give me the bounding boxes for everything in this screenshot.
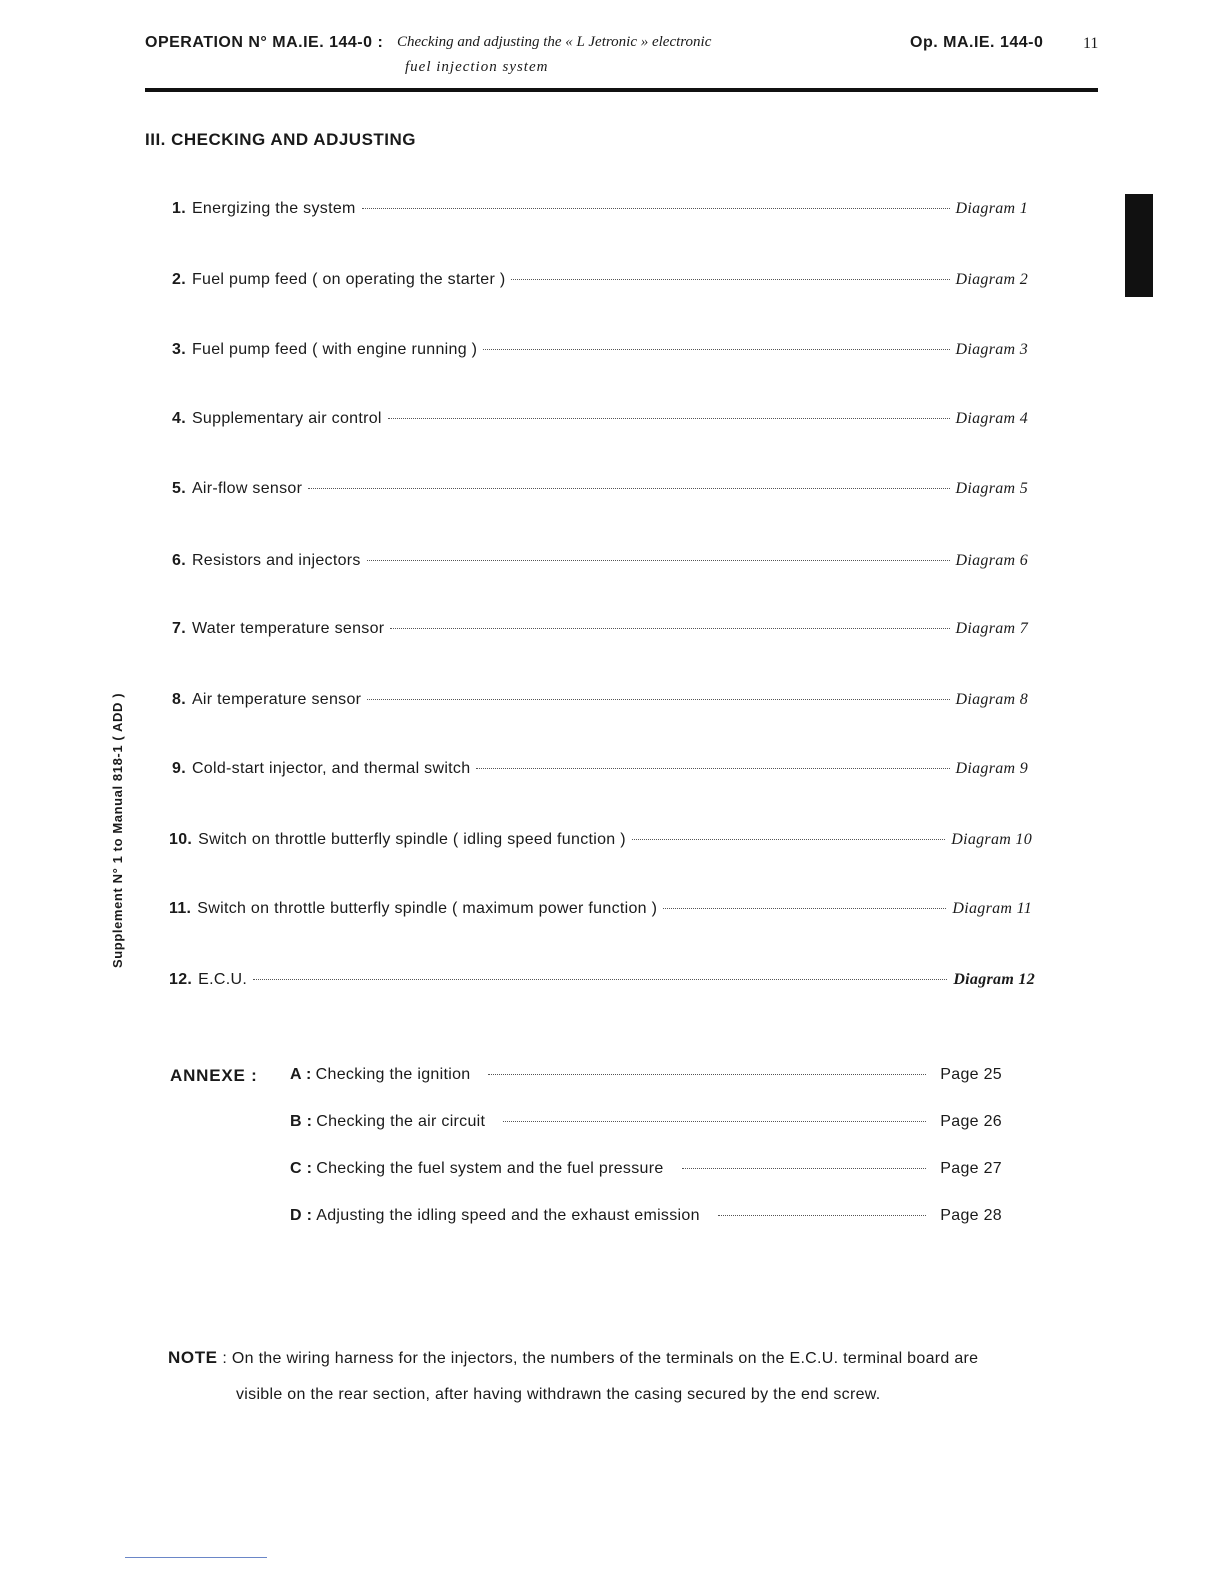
note-text-line2: visible on the rear section, after having withdrawn the casing secured by the end screw. (236, 1386, 881, 1403)
dot-leader (718, 1215, 927, 1216)
dot-leader (488, 1074, 926, 1075)
toc-number: 1. (172, 200, 186, 217)
annexe-row (290, 1160, 1002, 1178)
bottom-rule (125, 1557, 267, 1558)
toc-number: 10. (169, 831, 193, 848)
toc-row (172, 760, 1028, 778)
thumb-tab-marker (1125, 194, 1153, 297)
annexe-letter: C : (290, 1160, 313, 1177)
dot-leader (362, 208, 950, 209)
toc-diagram-ref: Diagram 6 (955, 552, 1028, 569)
header-rule (145, 88, 1098, 92)
toc-diagram-ref: Diagram 11 (952, 900, 1032, 917)
toc-label: Energizing the system (191, 200, 356, 217)
annexe-page-ref: Page 27 (940, 1160, 1002, 1177)
toc-row (172, 410, 1028, 428)
toc-number: 12. (169, 971, 193, 988)
annexe-row (290, 1113, 1002, 1131)
toc-diagram-ref: Diagram 7 (955, 620, 1028, 637)
toc-diagram-ref: Diagram 3 (955, 341, 1028, 358)
note-paragraph (168, 1348, 978, 1368)
annexe-letter: D : (290, 1207, 313, 1224)
toc-label: Air temperature sensor (191, 691, 362, 708)
toc-label: Water temperature sensor (191, 620, 385, 637)
dot-leader (511, 279, 949, 280)
toc-row (172, 200, 1028, 218)
toc-number: 6. (172, 552, 186, 569)
toc-label: Switch on throttle butterfly spindle ( maximum power function ) (197, 900, 658, 917)
toc-row (172, 341, 1028, 359)
dot-leader (388, 418, 950, 419)
note-separator: : (217, 1350, 232, 1367)
annexe-item-label: Checking the air circuit (316, 1113, 486, 1130)
toc-row (172, 620, 1028, 638)
annexe-label: ANNEXE : (170, 1066, 258, 1085)
toc-row (169, 971, 1035, 989)
annexe-item-label: Checking the fuel system and the fuel pressure (316, 1160, 664, 1177)
supplement-side-label: Supplement N° 1 to Manual 818-1 ( ADD ) (110, 692, 125, 968)
dot-leader (682, 1168, 927, 1169)
annexe-item-label: Checking the ignition (315, 1066, 471, 1083)
dot-leader (483, 349, 949, 350)
dot-leader (476, 768, 949, 769)
toc-row (172, 691, 1028, 709)
note-text-line1: On the wiring harness for the injectors, the numbers of the terminals on the E.C.U. terminal board are (231, 1350, 979, 1367)
annexe-item-label: Adjusting the idling speed and the exhaust emission (316, 1207, 700, 1224)
toc-number: 8. (172, 691, 186, 708)
toc-diagram-ref: Diagram 4 (955, 410, 1028, 427)
toc-label: E.C.U. (198, 971, 248, 988)
toc-row (169, 831, 1032, 849)
toc-label: Supplementary air control (191, 410, 382, 427)
toc-row (172, 552, 1028, 570)
toc-number: 11. (169, 900, 192, 917)
toc-diagram-ref: Diagram 9 (955, 760, 1028, 777)
toc-label: Air-flow sensor (191, 480, 303, 497)
dot-leader (367, 699, 949, 700)
annexe-letter: A : (290, 1066, 312, 1083)
annexe-page-ref: Page 25 (940, 1066, 1002, 1083)
dot-leader (390, 628, 949, 629)
toc-label: Fuel pump feed ( with engine running ) (191, 341, 478, 358)
toc-label: Switch on throttle butterfly spindle ( idling speed function ) (198, 831, 626, 848)
operation-subtitle-line1: Checking and adjusting the « L Jetronic » electronic (397, 34, 712, 50)
toc-diagram-ref: Diagram 1 (955, 200, 1028, 217)
toc-number: 7. (172, 620, 186, 637)
dot-leader (308, 488, 949, 489)
toc-diagram-ref: Diagram 5 (955, 480, 1028, 497)
toc-diagram-ref: Diagram 8 (955, 691, 1028, 708)
page-number: 11 (1083, 35, 1099, 52)
toc-row (172, 271, 1028, 289)
operation-number: OPERATION N° MA.IE. 144-0 : (145, 34, 384, 51)
operation-reference: Op. MA.IE. 144-0 (910, 34, 1044, 51)
operation-subtitle-line2: fuel injection system (405, 59, 549, 75)
annexe-page-ref: Page 28 (940, 1207, 1002, 1224)
toc-row (172, 480, 1028, 498)
toc-number: 2. (172, 271, 186, 288)
toc-number: 9. (172, 760, 186, 777)
toc-number: 4. (172, 410, 186, 427)
dot-leader (663, 908, 946, 909)
toc-number: 3. (172, 341, 186, 358)
toc-diagram-ref: Diagram 12 (953, 971, 1035, 988)
toc-number: 5. (172, 480, 186, 497)
toc-label: Resistors and injectors (191, 552, 361, 569)
dot-leader (253, 979, 947, 980)
toc-label: Fuel pump feed ( on operating the starter ) (191, 271, 506, 288)
dot-leader (503, 1121, 926, 1122)
toc-diagram-ref: Diagram 10 (951, 831, 1032, 848)
dot-leader (632, 839, 945, 840)
toc-diagram-ref: Diagram 2 (955, 271, 1028, 288)
toc-row (169, 900, 1032, 918)
annexe-page-ref: Page 26 (940, 1113, 1002, 1130)
annexe-letter: B : (290, 1113, 313, 1130)
dot-leader (367, 560, 950, 561)
annexe-row (290, 1207, 1002, 1225)
note-label: NOTE (168, 1348, 218, 1367)
section-title: III. CHECKING AND ADJUSTING (145, 130, 417, 149)
annexe-row (290, 1066, 1002, 1084)
toc-label: Cold-start injector, and thermal switch (191, 760, 471, 777)
